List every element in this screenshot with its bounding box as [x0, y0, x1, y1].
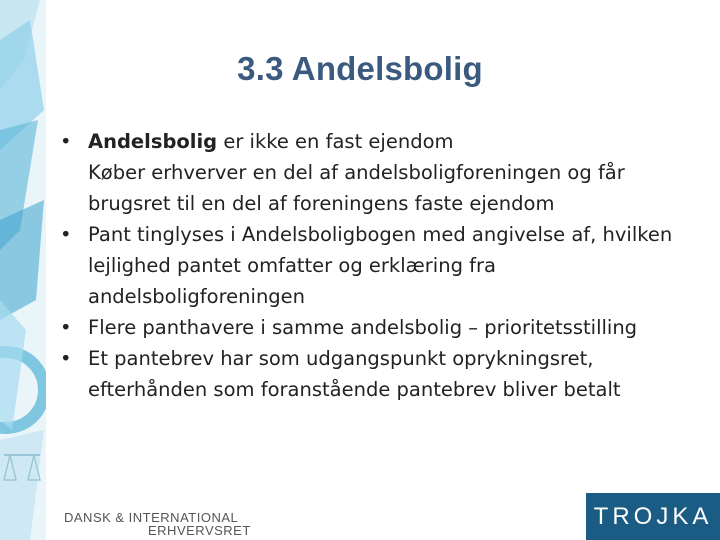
- bullet-marker: •: [60, 316, 72, 339]
- bullet-marker: •: [60, 130, 72, 153]
- bullet-text: Pant tinglyses i Andelsboligbogen med angivelse af, hvilken lejlighed pantet omfatter og erklæring fra andelsboligforeningen: [88, 223, 673, 308]
- logo-text: TROJKA: [593, 503, 713, 530]
- bullet-text: er ikke en fast ejendom: [217, 130, 454, 153]
- bullet-item: [58, 219, 698, 312]
- bullet-continuation: Køber erhverver en del af andelsboligforeningen og får brugsret til en del af foreningens faste ejendom: [88, 161, 625, 215]
- bullet-list: [58, 126, 698, 405]
- bullet-bold-term: Andelsbolig: [88, 130, 218, 153]
- bullet-marker: •: [60, 223, 72, 246]
- slide-title-text: 3.3 Andelsbolig: [237, 50, 483, 87]
- bullet-item: [58, 126, 698, 219]
- slide-title: [0, 50, 720, 88]
- footer-line-2: ERHVERVSRET: [148, 523, 251, 538]
- bullet-text: Et pantebrev har som udgangspunkt oprykningsret, efterhånden som foranstående pantebrev bliver betalt: [88, 347, 621, 401]
- trojka-logo: [586, 493, 720, 540]
- footer-course-name: [64, 511, 251, 537]
- bullet-item: [58, 312, 698, 343]
- footer-line-1: DANSK & INTERNATIONAL: [64, 510, 239, 525]
- bullet-text: Flere panthavere i samme andelsbolig – prioritetsstilling: [88, 316, 638, 339]
- bullet-item: [58, 343, 698, 405]
- bullet-marker: •: [60, 347, 72, 370]
